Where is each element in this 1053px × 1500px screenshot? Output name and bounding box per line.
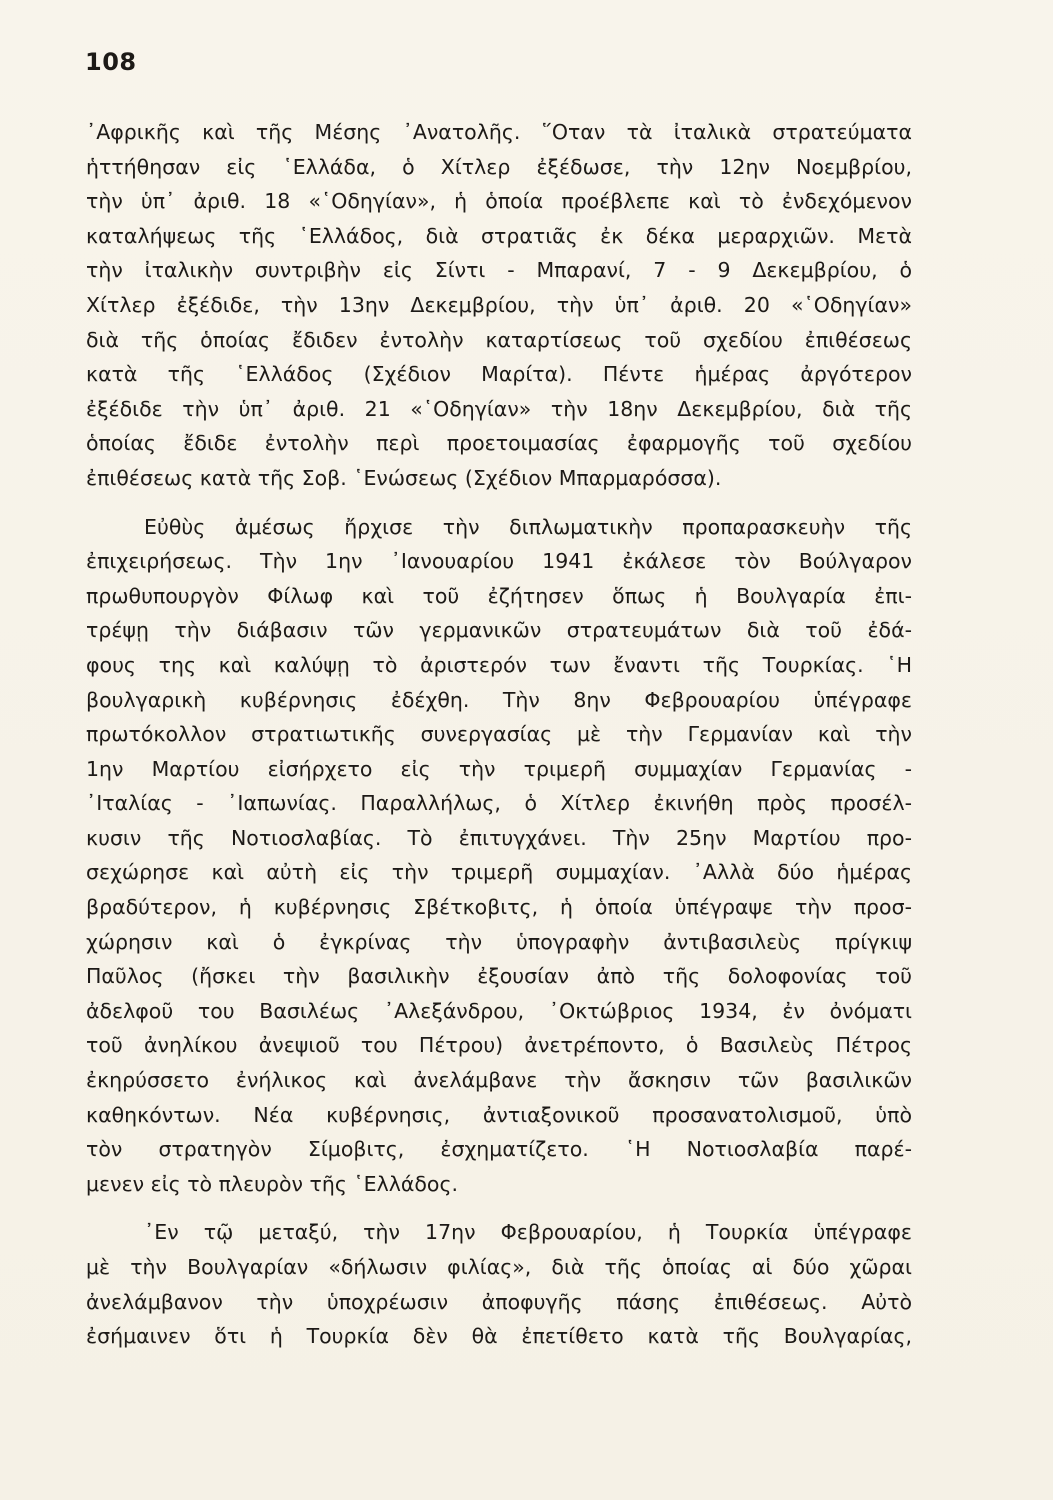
text-line: Εὐθὺς ἀμέσως ἤρχισε τὴν διπλωματικὴν προπαρασκευὴν τῆς bbox=[144, 514, 912, 539]
paragraph-spacer bbox=[86, 496, 912, 510]
paragraph-3 bbox=[86, 1215, 912, 1353]
text-line: σεχώρησε καὶ αὐτὴ εἰς τὴν τριμερῆ συμμαχίαν. ᾽Αλλὰ δύο ἡμέρας bbox=[86, 860, 912, 885]
text-line: ᾽Ιταλίας - ᾽Ιαπωνίας. Παραλλήλως, ὁ Χίτλερ ἐκινήθη πρὸς προσέλ- bbox=[86, 791, 912, 816]
text-line: τὴν ἰταλικὴν συντριβὴν εἰς Σίντι - Μπαρανί, 7 - 9 Δεκεμβρίου, ὁ bbox=[86, 258, 912, 283]
text-line: ἡττήθησαν εἰς ῾Ελλάδα, ὁ Χίτλερ ἐξέδωσε, τὴν 12ην Νοεμβρίου, bbox=[86, 154, 912, 179]
text-line: βραδύτερον, ἡ κυβέρνησις Σβέτκοβιτς, ἡ ὁποία ὑπέγραψε τὴν προσ- bbox=[86, 895, 912, 920]
text-line: διὰ τῆς ὁποίας ἔδιδεν ἐντολὴν καταρτίσεως τοῦ σχεδίου ἐπιθέσεως bbox=[86, 327, 912, 352]
text-line: ἀδελφοῦ του Βασιλέως ᾽Αλεξάνδρου, ᾽Οκτώβριος 1934, ἐν ὀνόματι bbox=[86, 998, 912, 1023]
text-line: χώρησιν καὶ ὁ ἐγκρίνας τὴν ὑπογραφὴν ἀντιβασιλεὺς πρίγκιψ bbox=[86, 929, 912, 954]
text-line: καθηκόντων. Νέα κυβέρνησις, ἀντιαξονικοῦ προσανατολισμοῦ, ὑπὸ bbox=[86, 1102, 912, 1127]
body-text bbox=[86, 115, 912, 1354]
text-line: Χίτλερ ἐξέδιδε, τὴν 13ην Δεκεμβρίου, τὴν ὑπ᾽ ἀριθ. 20 «῾Οδηγίαν» bbox=[86, 292, 912, 317]
paragraph-2 bbox=[86, 510, 912, 1202]
text-line: ᾽Εν τῷ μεταξύ, τὴν 17ην Φεβρουαρίου, ἡ Τουρκία ὑπέγραφε bbox=[144, 1220, 912, 1245]
paragraph-1 bbox=[86, 115, 912, 496]
text-line: Παῦλος (ἤσκει τὴν βασιλικὴν ἐξουσίαν ἀπὸ τῆς δολοφονίας τοῦ bbox=[86, 964, 912, 989]
text-line: ἐσήμαινεν ὅτι ἡ Τουρκία δὲν θὰ ἐπετίθετο κατὰ τῆς Βουλγαρίας, bbox=[86, 1324, 912, 1349]
text-line: ἐξέδιδε τὴν ὑπ᾽ ἀριθ. 21 «῾Οδηγίαν» τὴν 18ην Δεκεμβρίου, διὰ τῆς bbox=[86, 396, 912, 421]
text-line: κατὰ τῆς ῾Ελλάδος (Σχέδιον Μαρίτα). Πέντε ἡμέρας ἀργότερον bbox=[86, 362, 912, 387]
text-line: βουλγαρικὴ κυβέρνησις ἐδέχθη. Τὴν 8ην Φεβρουαρίου ὑπέγραφε bbox=[86, 687, 912, 712]
paragraph-spacer bbox=[86, 1201, 912, 1215]
text-line: πρωθυπουργὸν Φίλωφ καὶ τοῦ ἐζήτησεν ὅπως ἡ Βουλγαρία ἐπι- bbox=[86, 583, 912, 608]
text-line: τὴν ὑπ᾽ ἀριθ. 18 «῾Οδηγίαν», ἡ ὁποία προέβλεπε καὶ τὸ ἐνδεχόμενον bbox=[86, 189, 912, 214]
text-line: ἀνελάμβανον τὴν ὑποχρέωσιν ἀποφυγῆς πάσης ἐπιθέσεως. Αὐτὸ bbox=[86, 1289, 912, 1314]
text-line: ᾽Αφρικῆς καὶ τῆς Μέσης ᾽Ανατολῆς. ῞Οταν τὰ ἰταλικὰ στρατεύματα bbox=[86, 120, 912, 144]
text-line: πρωτόκολλον στρατιωτικῆς συνεργασίας μὲ τὴν Γερμανίαν καὶ τὴν bbox=[86, 722, 912, 747]
text-line: μὲ τὴν Βουλγαρίαν «δήλωσιν φιλίας», διὰ τῆς ὁποίας αἱ δύο χῶραι bbox=[86, 1255, 912, 1279]
text-line: ἐκηρύσσετο ἐνήλικος καὶ ἀνελάμβανε τὴν ἄσκησιν τῶν βασιλικῶν bbox=[86, 1068, 912, 1093]
text-line: τοῦ ἀνηλίκου ἀνεψιοῦ του Πέτρου) ἀνετρέποντο, ὁ Βασιλεὺς Πέτρος bbox=[86, 1033, 912, 1058]
text-line: κυσιν τῆς Νοτιοσλαβίας. Τὸ ἐπιτυγχάνει. Τὴν 25ην Μαρτίου προ- bbox=[86, 825, 912, 850]
text-line: μενεν εἰς τὸ πλευρὸν τῆς ῾Ελλάδος. bbox=[86, 1171, 459, 1196]
text-line: ὁποίας ἔδιδε ἐντολὴν περὶ προετοιμασίας ἐφαρμογῆς τοῦ σχεδίου bbox=[86, 431, 912, 456]
text-line: 1ην Μαρτίου εἰσήρχετο εἰς τὴν τριμερῆ συμμαχίαν Γερμανίας - bbox=[86, 756, 912, 781]
text-line: τρέψῃ τὴν διάβασιν τῶν γερμανικῶν στρατευμάτων διὰ τοῦ ἐδά- bbox=[86, 618, 912, 643]
text-line: φους της καὶ καλύψῃ τὸ ἀριστερόν των ἔναντι τῆς Τουρκίας. ῾Η bbox=[86, 652, 912, 677]
text-line: καταλήψεως τῆς ῾Ελλάδος, διὰ στρατιᾶς ἐκ δέκα μεραρχιῶν. Μετὰ bbox=[86, 223, 912, 248]
text-line: ἐπιχειρήσεως. Τὴν 1ην ᾽Ιανουαρίου 1941 ἐκάλεσε τὸν Βούλγαρον bbox=[86, 549, 912, 574]
page-number: 108 bbox=[85, 48, 137, 76]
text-line: τὸν στρατηγὸν Σίμοβιτς, ἐσχηματίζετο. ῾Η Νοτιοσλαβία παρέ- bbox=[86, 1137, 912, 1162]
text-line: ἐπιθέσεως κατὰ τῆς Σοβ. ῾Ενώσεως (Σχέδιον Μπαρμαρόσσα). bbox=[86, 465, 722, 490]
